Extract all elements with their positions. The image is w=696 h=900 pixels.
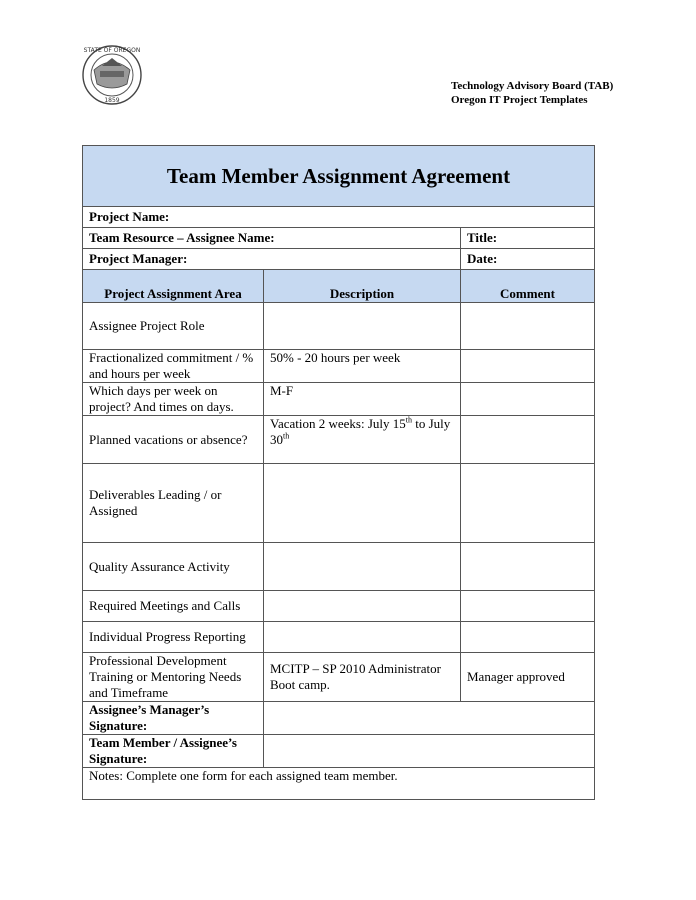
seal-ring-text: STATE OF OREGON [83,47,141,54]
description-cell[interactable]: 50% - 20 hours per week [264,350,461,383]
column-header-comment: Comment [461,270,595,303]
form-notes: Notes: Complete one form for each assigned team member. [83,768,595,800]
table-row [83,303,595,350]
area-cell: Fractionalized commitment / % and hours per week [83,350,264,383]
header-line-2: Oregon IT Project Templates [451,94,588,106]
comment-cell[interactable] [461,303,595,350]
description-cell[interactable] [264,416,461,464]
table-row [83,383,595,416]
table-row [83,622,595,653]
assignee-name-field[interactable]: Team Resource – Assignee Name: [83,228,461,249]
manager-signature-label: Assignee’s Manager’s Signature: [83,702,264,735]
member-signature-field[interactable] [264,735,595,768]
description-text-b: to July 30 [270,416,451,447]
table-row [83,416,595,464]
header-line-1: Technology Advisory Board (TAB) [451,80,614,92]
description-cell[interactable] [264,303,461,350]
area-cell: Individual Progress Reporting [83,622,264,653]
column-header-description: Description [264,270,461,303]
document-header [451,79,613,107]
seal-year: 1859 [104,97,120,104]
area-cell: Deliverables Leading / or Assigned [83,464,264,543]
ordinal-suffix: th [405,415,412,425]
description-cell[interactable] [264,591,461,622]
comment-cell[interactable] [461,383,595,416]
ordinal-suffix: th [283,431,290,441]
description-cell[interactable] [264,464,461,543]
comment-cell[interactable] [461,622,595,653]
area-cell: Planned vacations or absence? [83,416,264,464]
area-cell: Which days per week on project? And times on days. [83,383,264,416]
description-text-a: Vacation 2 weeks: July 15 [270,416,406,431]
description-cell[interactable] [264,622,461,653]
project-manager-field[interactable]: Project Manager: [83,249,461,270]
date-field[interactable]: Date: [461,249,595,270]
description-cell[interactable]: MCITP – SP 2010 Administrator Boot camp. [264,653,461,702]
area-cell: Quality Assurance Activity [83,543,264,591]
area-cell: Required Meetings and Calls [83,591,264,622]
table-row [83,543,595,591]
oregon-state-seal [80,44,158,106]
table-row [83,653,595,702]
column-header-area: Project Assignment Area [83,270,264,303]
comment-cell[interactable] [461,350,595,383]
project-name-field[interactable]: Project Name: [83,207,595,228]
title-field[interactable]: Title: [461,228,595,249]
table-row [83,591,595,622]
assignment-form-table [82,145,595,800]
member-signature-label: Team Member / Assignee’s Signature: [83,735,264,768]
description-cell[interactable] [264,543,461,591]
table-row [83,464,595,543]
table-row [83,350,595,383]
comment-cell[interactable]: Manager approved [461,653,595,702]
area-cell: Professional Development Training or Mentoring Needs and Timeframe [83,653,264,702]
comment-cell[interactable] [461,591,595,622]
description-cell[interactable]: M-F [264,383,461,416]
comment-cell[interactable] [461,416,595,464]
form-title: Team Member Assignment Agreement [83,146,595,207]
area-cell: Assignee Project Role [83,303,264,350]
comment-cell[interactable] [461,543,595,591]
manager-signature-field[interactable] [264,702,595,735]
comment-cell[interactable] [461,464,595,543]
